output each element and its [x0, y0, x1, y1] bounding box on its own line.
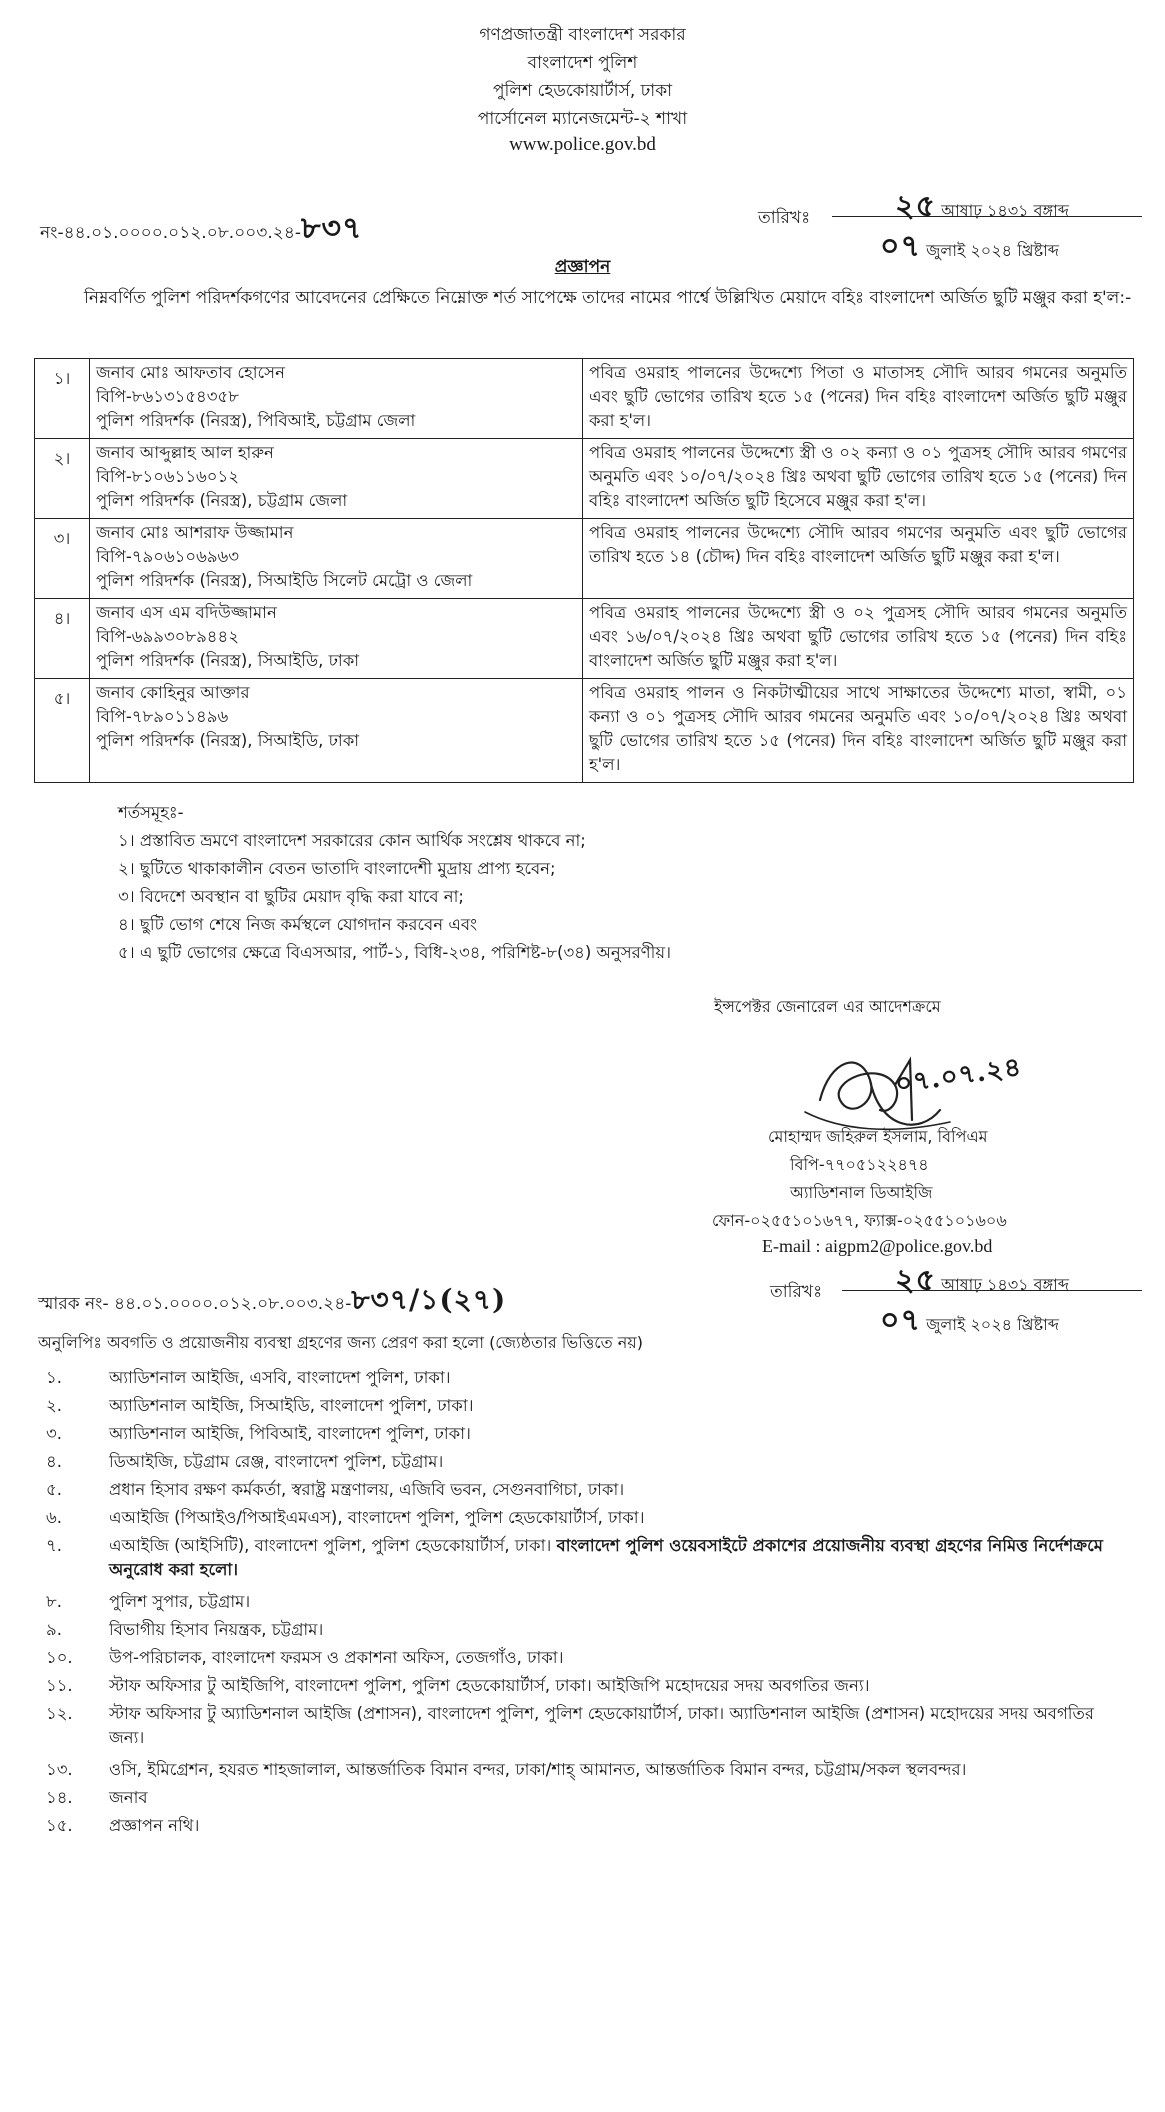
officer-post: পুলিশ পরিদর্শক (নিরস্ত্র), সিআইডি, ঢাকা [96, 731, 360, 750]
copy-to-text-main: প্রধান হিসাব রক্ষণ কর্মকর্তা, স্বরাষ্ট্র মন্ত্রণালয়, এজিবি ভবন, সেগুনবাগিচা, ঢাকা। [109, 1480, 625, 1499]
officer-post: পুলিশ পরিদর্শক (নিরস্ত্র), সিআইডি সিলেট মেট্রো ও জেলা [96, 571, 473, 590]
officer-post: পুলিশ পরিদর্শক (নিরস্ত্র), সিআইডি, ঢাকা [96, 651, 360, 670]
officers-table [34, 358, 1134, 783]
copy-to-text [109, 1394, 1119, 1418]
officer-bp: বিপি-৭৯০৬১০৬৯৬৩ [96, 547, 239, 566]
copy-to-text-main: অ্যাডিশনাল আইজি, সিআইডি, বাংলাদেশ পুলিশ, ঢাকা। [109, 1396, 474, 1415]
memo2-date-greg-day: ০৭ [880, 1303, 922, 1338]
officer-bp: বিপি-৮৬১৩১৫৪৩৫৮ [96, 387, 239, 406]
memo-number-hand: ৮৩৭ [300, 211, 363, 246]
copy-to-num: ১৪. [46, 1788, 73, 1807]
memo2-date-label: তারিখঃ [770, 1282, 823, 1302]
copy-to-item [46, 1646, 1119, 1670]
copy-to-text [109, 1786, 1119, 1810]
condition-item: ২। ছুটিতে থাকাকালীন বেতন ভাতাদি বাংলাদেশী মুদ্রায় প্রাপ্য হবেন; [118, 859, 556, 878]
copy-to-text-main: এআইজি (আইসিটি), বাংলাদেশ পুলিশ, পুলিশ হেডকোয়ার্টার্স, ঢাকা। [109, 1536, 557, 1555]
officer-bp: বিপি-৮১০৬১১৬০১২ [96, 467, 239, 486]
copy-to-item [46, 1478, 1119, 1502]
copy-to-item [46, 1618, 1119, 1642]
officer-post: পুলিশ পরিদর্শক (নিরস্ত্র), চট্টগ্রাম জেলা [96, 491, 348, 510]
memo2-number-prefix: স্মারক নং- ৪৪.০১.০০০০.০১২.০৮.০০৩.২৪- [38, 1294, 352, 1314]
copy-to-text-main: অ্যাডিশনাল আইজি, পিবিআই, বাংলাদেশ পুলিশ, ঢাকা। [109, 1424, 471, 1443]
copy-to-text [109, 1534, 1119, 1582]
memo2-date-greg-text: জুলাই ২০২৪ খ্রিষ্টাব্দ [926, 1315, 1060, 1334]
memo2-number-hand: ৮৩৭/১(২৭) [351, 1283, 507, 1316]
leave-details: পবিত্র ওমরাহ পালনের উদ্দেশ্যে সৌদি আরব গমণের অনুমতি এবং ছুটি ভোগের তারিখ হতে ১৪ (চৌদ্দ) দিন বহিঃ বাংলাদেশ অর্জিত ছুটি মঞ্জুর করা হ'ল। [583, 519, 1134, 599]
copy-to-num: ৯. [46, 1620, 62, 1639]
copy-to-num: ১২. [46, 1704, 73, 1723]
copy-to-num: ৩. [46, 1424, 62, 1443]
memo-number [40, 204, 362, 255]
copy-to-item [46, 1758, 1119, 1782]
memo-number-prefix: নং-৪৪.০১.০০০০.০১২.০৮.০০৩.২৪- [40, 223, 301, 243]
officer-serial: ২। [35, 439, 90, 519]
header-branch: পার্সোনেল ম্যানেজমেন্ট-২ শাখা [477, 109, 688, 129]
date-greg-text: জুলাই ২০২৪ খ্রিষ্টাব্দ [926, 241, 1060, 260]
condition-item: ৫। এ ছুটি ভোগের ক্ষেত্রে বিএসআর, পার্ট-১, বিধি-২৩৪, পরিশিষ্ট-৮(৩৪) অনুসরণীয়। [118, 943, 671, 962]
copy-to-text [109, 1422, 1119, 1446]
officer-row [35, 439, 1134, 519]
officer-row [35, 679, 1134, 783]
officer-row [35, 599, 1134, 679]
copy-to-num: ৮. [46, 1592, 62, 1611]
copy-to-text [109, 1758, 1119, 1782]
signatory-bp: বিপি-৭৭০৫১২২৪৭৪ [790, 1155, 929, 1174]
date-label: তারিখঃ [758, 208, 811, 228]
leave-details: পবিত্র ওমরাহ পালন ও নিকটাত্মীয়ের সাথে সাক্ষাতের উদ্দেশ্যে মাতা, স্বামী, ০১ কন্যা ও ০১ পুত্রসহ সৌদি আরব গমনের অনুমতি এবং ১০/০৭/২০২৪ খ্রিঃ অথবা ছুটি ভোগের তারিখ হতে ১৫ (পনের) দিন বহিঃ বাংলাদেশ অর্জিত ছুটি মঞ্জুর করা হ'ল। [583, 679, 1134, 783]
officer-name: জনাব আব্দুল্লাহ আল হারুন [96, 443, 274, 462]
memo2-date-bangla-text: আষাঢ় ১৪৩১ বঙ্গাব্দ [941, 1275, 1070, 1294]
condition-item: ১। প্রস্তাবিত ভ্রমণে বাংলাদেশ সরকারের কোন আর্থিক সংশ্লেষ থাকবে না; [118, 831, 586, 850]
copy-to-item [46, 1506, 1119, 1530]
leave-details: পবিত্র ওমরাহ পালনের উদ্দেশ্যে স্ত্রী ও ০২ কন্যা ও ০১ পুত্রসহ সৌদি আরব গমণের অনুমতি এবং ১০/০৭/২০২৪ খ্রিঃ অথবা ছুটি ভোগের তারিখ হতে ১৫ (পনের) দিন বহিঃ বাংলাদেশ অর্জিত ছুটি হিসেবে মঞ্জুর করা হ'ল। [583, 439, 1134, 519]
copy-to-text [109, 1702, 1119, 1750]
condition-item: ৩। বিদেশে অবস্থান বা ছুটির মেয়াদ বৃদ্ধি করা যাবে না; [118, 887, 464, 906]
copy-to-text-bold: বাংলাদেশ পুলিশ ওয়েবসাইটে প্রকাশের প্রয়োজনীয় ব্যবস্থা গ্রহণের নিমিত্ত নির্দেশক্রমে অনুরোধ করা হলো। [109, 1536, 1103, 1579]
copy-to-text-main: জনাব [109, 1788, 148, 1807]
copy-to-num: ১০. [46, 1648, 73, 1667]
copy-to-text [109, 1450, 1119, 1474]
memo2-date-divider [842, 1290, 1142, 1291]
copy-to-num: ৬. [46, 1508, 62, 1527]
copy-to-item [46, 1534, 1119, 1582]
date-bangla-day: ২৫ [895, 189, 936, 224]
copy-to-item [46, 1366, 1119, 1390]
leave-details: পবিত্র ওমরাহ পালনের উদ্দেশ্যে স্ত্রী ও ০২ পুত্রসহ সৌদি আরব গমনের অনুমতি এবং ১৬/০৭/২০২৪ খ্রিঃ অথবা ছুটি ভোগের তারিখ হতে ১৫ (পনের) দিন বহিঃ বাংলাদেশ অর্জিত ছুটি মঞ্জুর করা হ'ল। [583, 599, 1134, 679]
copy-to-heading: অনুলিপিঃ অবগতি ও প্রয়োজনীয় ব্যবস্থা গ্রহণের জন্য প্রেরণ করা হলো (জ্যেষ্ঠতার ভিত্তিতে নয়) [38, 1333, 643, 1352]
officer-row [35, 519, 1134, 599]
copy-to-item [46, 1590, 1119, 1614]
order-line: ইন্সপেক্টর জেনারেল এর আদেশক্রমে [714, 997, 941, 1016]
copy-to-text [109, 1674, 1119, 1698]
notice-title: প্রজ্ঞাপন [554, 257, 611, 277]
officer-serial: ৪। [35, 599, 90, 679]
notice-intro: নিম্নবর্ণিত পুলিশ পরিদর্শকগণের আবেদনের প্রেক্ষিতে নিম্নোক্ত শর্ত সাপেক্ষে তাদের নামের পার্শ্বে উল্লিখিত মেয়াদে বহিঃ বাংলাদেশ অর্জিত ছুটি মঞ্জুর করা হ'ল:- [84, 288, 1132, 308]
conditions-heading: শর্তসমূহঃ- [118, 803, 184, 822]
copy-to-item [46, 1422, 1119, 1446]
copy-to-item [46, 1702, 1119, 1750]
copy-to-text [109, 1618, 1119, 1642]
memo2-date-gregorian [880, 1296, 1059, 1347]
header-website[interactable]: www.police.gov.bd [509, 134, 656, 155]
officer-bp: বিপি-৬৯৯৩০৮৯৪৪২ [96, 627, 239, 646]
officer-info [90, 599, 583, 679]
copy-to-num: ১৩. [46, 1760, 73, 1779]
signatory-phone: ফোন-০২৫৫১০১৬৭৭, ফ্যাক্স-০২৫৫১০১৬০৬ [712, 1211, 1007, 1230]
copy-to-text [109, 1478, 1119, 1502]
memo2-date-bangla-day: ২৫ [895, 1263, 936, 1298]
date-bangla-text: আষাঢ় ১৪৩১ বঙ্গাব্দ [941, 201, 1070, 220]
officer-post: পুলিশ পরিদর্শক (নিরস্ত্র), পিবিআই, চট্টগ্রাম জেলা [96, 411, 416, 430]
memo2-number [38, 1278, 506, 1325]
copy-to-item [46, 1674, 1119, 1698]
officer-info [90, 519, 583, 599]
header-govt: গণপ্রজাতন্ত্রী বাংলাদেশ সরকার [479, 25, 686, 45]
copy-to-num: ১১. [46, 1676, 73, 1695]
officer-bp: বিপি-৭৮৯০১১৪৯৬ [96, 707, 229, 726]
officer-serial: ৩। [35, 519, 90, 599]
leave-details: পবিত্র ওমরাহ পালনের উদ্দেশ্যে পিতা ও মাতাসহ সৌদি আরব গমনের অনুমতি এবং ছুটি ভোগের তারিখ হতে ১৫ (পনের) দিন বহিঃ বাংলাদেশ অর্জিত ছুটি মঞ্জুর করা হ'ল। [583, 359, 1134, 439]
copy-to-text [109, 1506, 1119, 1530]
officer-name: জনাব মোঃ আফতাব হোসেন [96, 363, 285, 382]
copy-to-text-main: পুলিশ সুপার, চট্টগ্রাম। [109, 1592, 251, 1611]
officer-name: জনাব কোহিনুর আক্তার [96, 683, 250, 702]
officer-info [90, 439, 583, 519]
condition-item: ৪। ছুটি ভোগ শেষে নিজ কর্মস্থলে যোগদান করবেন এবং [118, 915, 478, 934]
copy-to-text-main: বিভাগীয় হিসাব নিয়ন্ত্রক, চট্টগ্রাম। [109, 1620, 324, 1639]
copy-to-num: ১. [46, 1368, 62, 1387]
copy-to-text-main: স্টাফ অফিসার টু আইজিপি, বাংলাদেশ পুলিশ, পুলিশ হেডকোয়ার্টার্স, ঢাকা। আইজিপি মহোদয়ের সদয় অবগতির জন্য। [109, 1676, 870, 1695]
officer-name: জনাব এস এম বদিউজ্জামান [96, 603, 277, 622]
header-hq: পুলিশ হেডকোয়ার্টার্স, ঢাকা [492, 81, 673, 101]
copy-to-num: ৫. [46, 1480, 62, 1499]
signatory-designation: অ্যাডিশনাল ডিআইজি [790, 1183, 933, 1202]
officer-row [35, 359, 1134, 439]
copy-to-text-main: ওসি, ইমিগ্রেশন, হযরত শাহজালাল, আন্তর্জাতিক বিমান বন্দর, ঢাকা/শাহ্ আমানত, আন্তর্জাতিক বিমান বন্দর, চট্টগ্রাম/সকল স্থলবন্দর। [109, 1760, 967, 1779]
copy-to-text [109, 1646, 1119, 1670]
officer-name: জনাব মোঃ আশরাফ উজ্জামান [96, 523, 294, 542]
officer-info [90, 679, 583, 783]
officer-serial: ১। [35, 359, 90, 439]
officer-info [90, 359, 583, 439]
copy-to-num: ২. [46, 1396, 62, 1415]
date-greg-day: ০৭ [880, 229, 922, 264]
copy-to-item [46, 1814, 1119, 1838]
date-divider [832, 216, 1142, 217]
header-police: বাংলাদেশ পুলিশ [527, 53, 638, 73]
copy-to-text [109, 1366, 1119, 1390]
copy-to-text-main: এআইজি (পিআইও/পিআইএমএস), বাংলাদেশ পুলিশ, পুলিশ হেডকোয়ার্টার্স, ঢাকা। [109, 1508, 645, 1527]
copy-to-num: ১৫. [46, 1816, 73, 1835]
copy-to-text [109, 1814, 1119, 1838]
copy-to-text [109, 1590, 1119, 1614]
copy-to-text-main: অ্যাডিশনাল আইজি, এসবি, বাংলাদেশ পুলিশ, ঢাকা। [109, 1368, 451, 1387]
copy-to-num: ৪. [46, 1452, 62, 1471]
copy-to-num: ৭. [46, 1536, 62, 1555]
signatory-email[interactable]: E-mail : aigpm2@police.gov.bd [762, 1236, 993, 1256]
copy-to-text-main: ডিআইজি, চট্টগ্রাম রেঞ্জ, বাংলাদেশ পুলিশ, চট্টগ্রাম। [109, 1452, 444, 1471]
officer-serial: ৫। [35, 679, 90, 783]
copy-to-item [46, 1394, 1119, 1418]
copy-to-item [46, 1786, 1119, 1810]
copy-to-item [46, 1450, 1119, 1474]
signatory-name: মোহাম্মদ জহিরুল ইসলাম, বিপিএম [768, 1127, 988, 1146]
copy-to-text-main: স্টাফ অফিসার টু অ্যাডিশনাল আইজি (প্রশাসন), বাংলাদেশ পুলিশ, পুলিশ হেডকোয়ার্টার্স, ঢাকা। অ্যাডিশনাল আইজি (প্রশাসন) মহোদয়ের সদয় অবগতির জন্য। [109, 1704, 1094, 1747]
copy-to-text-main: উপ-পরিচালক, বাংলাদেশ ফরমস ও প্রকাশনা অফিস, তেজগাঁও, ঢাকা। [109, 1648, 564, 1667]
copy-to-text-main: প্রজ্ঞাপন নথি। [109, 1816, 200, 1835]
signature-date: ০৭.০৭.২৪ [893, 1052, 1024, 1100]
